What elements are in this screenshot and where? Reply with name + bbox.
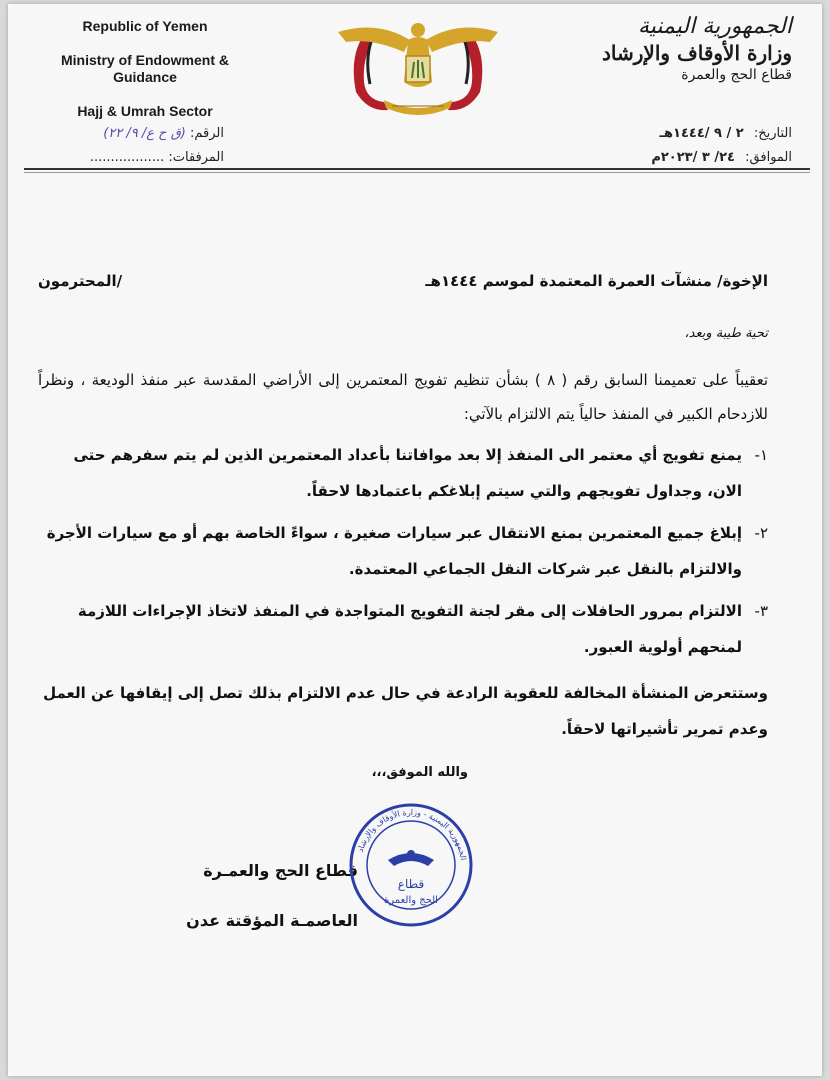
attachments-value: .................. [89, 150, 165, 165]
list-item [38, 437, 768, 509]
letterhead-country-en: Republic of Yemen [82, 18, 208, 34]
list-item-text: يمنع تفويج أي معتمر الى المنفذ إلا بعد موافاتنا بأعداد المعتمرين الذين لم يتم سفرهم حتى الان، وجداول تفويجهم والتي سيتم إبلاغكم باعتمادها لاحقاً. [73, 446, 742, 500]
header-divider [24, 168, 810, 173]
yemen-emblem-icon [328, 12, 508, 124]
arabic-letterhead [572, 14, 792, 83]
list-item [38, 593, 768, 665]
letterhead-sector-ar: قطاع الحج والعمرة [681, 67, 792, 83]
hijri-date [572, 122, 792, 146]
signature-block [148, 846, 358, 946]
greeting: تحية طيبة وبعد، [684, 326, 768, 341]
letter-body [38, 272, 768, 780]
date-label: التاريخ: [753, 126, 792, 141]
letterhead-ministry-ar: وزارة الأوقاف والإرشاد [602, 41, 792, 65]
corresponding-label: الموافق: [745, 150, 792, 165]
letterhead-ministry-en: Ministry of Endowment & Guidance [61, 52, 229, 85]
closing: والله الموفق،،، [371, 765, 468, 780]
reference-block [44, 122, 224, 170]
date-value: ٢ / ٩ /١٤٤٤هـ [659, 126, 744, 141]
corresponding-value: ٢٤/ ٣ /٢٠٢٣م [651, 150, 735, 165]
stamp-outer-text: الجمهورية اليمنية - وزارة الأوقاف والإرشاد [355, 807, 468, 861]
list-item-number: ١- [754, 446, 768, 464]
signature-line-2: العاصمـة المؤقتة عدن [186, 911, 358, 930]
list-item-number: ٣- [754, 602, 768, 620]
letter-page [8, 4, 822, 1076]
signature-line-1: قطاع الحج والعمـرة [203, 861, 358, 880]
reference-label: الرقم: [190, 126, 224, 141]
list-item-text: الالتزام بمرور الحافلات إلى مقر لجنة التفويج المتواجدة في المنفذ لاتخاذ الإجراءات اللازمة لمنحهم أولوية العبور. [77, 602, 742, 656]
intro-paragraph: تعقيباً على تعميمنا السابق رقم ( ٨ ) بشأن تنظيم تفويج المعتمرين إلى الأراضي المقدسة عبر منفذ الوديعة ، ونظراً للازدحام الكبير في المنفذ حالياً يتم الالتزام بالآتي: [38, 371, 768, 423]
attachments-label: المرفقات: [168, 150, 224, 165]
gregorian-date [572, 146, 792, 170]
official-stamp-icon [336, 800, 486, 930]
warning-paragraph: وستتعرض المنشأة المخالفة للعقوبة الرادعة في حال عدم الالتزام بذلك تصل إلى إيقافها عن العمل وعدم تمرير تأشيراتها لاحقاً. [43, 684, 768, 738]
list-item-number: ٢- [754, 524, 768, 542]
attachments [44, 146, 224, 170]
list-item [38, 515, 768, 587]
letterhead-sector-en: Hajj & Umrah Sector [77, 103, 213, 119]
reference-number [44, 122, 224, 146]
letterhead-country-ar: الجمهورية اليمنية [637, 14, 792, 39]
addressee: الإخوة/ منشآت العمرة المعتمدة لموسم ١٤٤٤هـ [425, 272, 768, 290]
reference-value: (ق ح ع/ ٩/ ٢٢) [103, 126, 186, 141]
stamp-inner-line-1: قطاع [397, 877, 425, 891]
honorific: /المحترمون [38, 272, 123, 290]
date-block [572, 122, 792, 170]
english-letterhead [30, 18, 260, 137]
addressee-line [38, 272, 768, 290]
list-item-text: إبلاغ جميع المعتمرين بمنع الانتقال عبر سيارات صغيرة ، سواءً الخاصة بهم أو مع سيارات الأجرة والالتزام بالنقل عبر شركات النقل الجماعي المعتمدة. [46, 524, 742, 578]
stamp-inner-line-2: الحج والعمرة [384, 895, 438, 906]
